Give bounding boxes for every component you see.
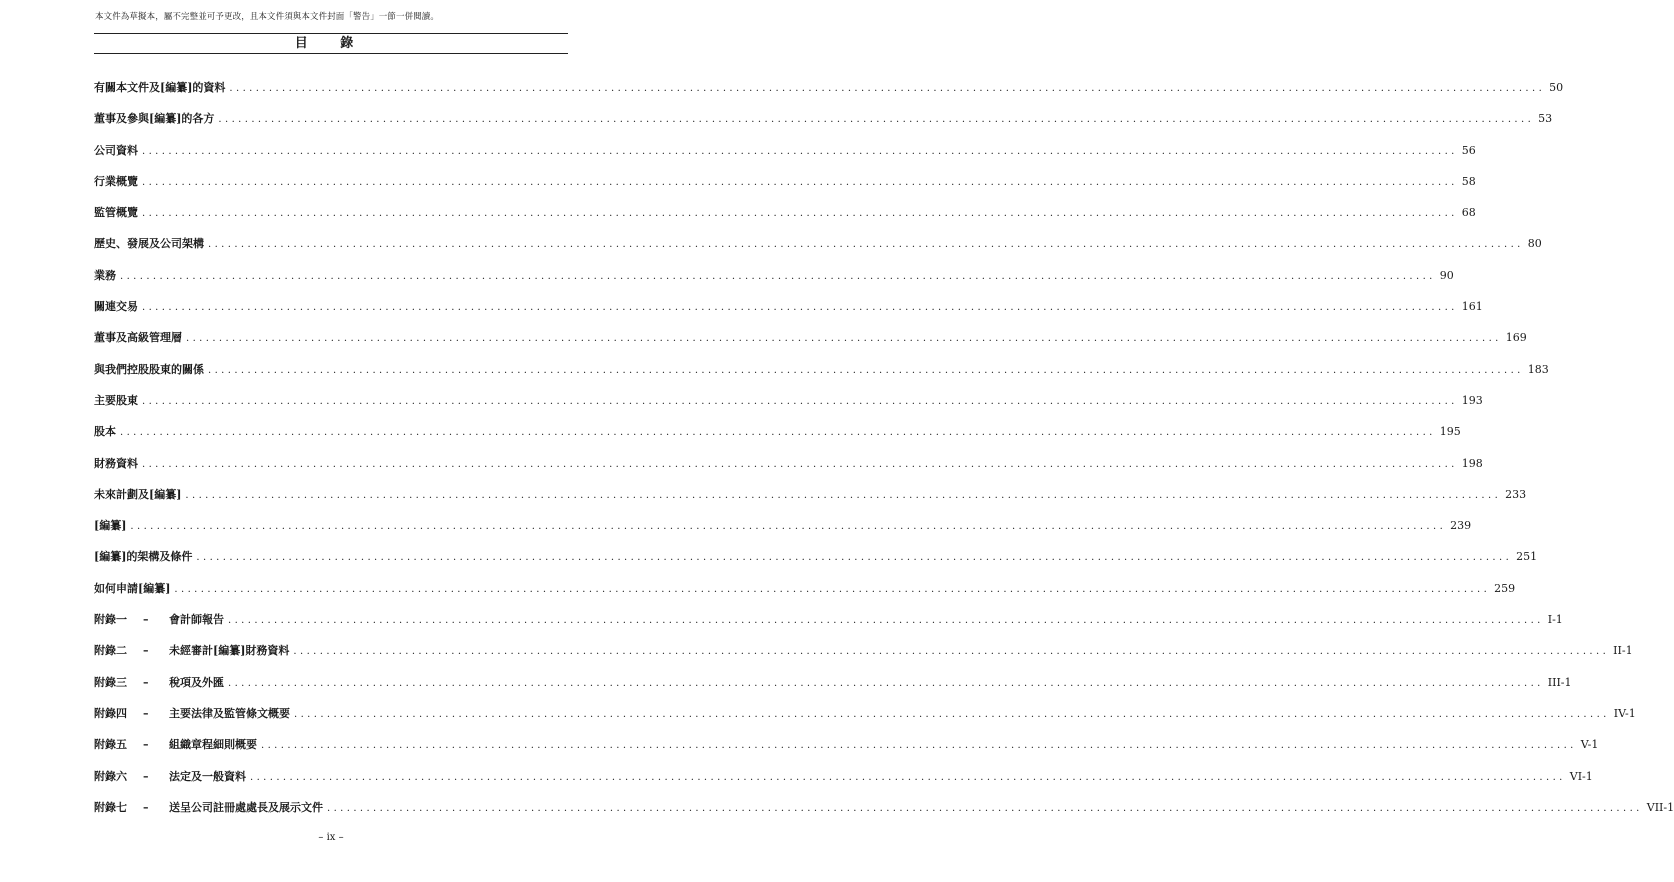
dot-leader: ........................................................................................................................................................................................................ bbox=[261, 740, 1577, 752]
appendix-dash: – bbox=[143, 675, 149, 689]
appendix-dash: – bbox=[143, 769, 149, 783]
dot-leader: ........................................................................................................................................................................................................ bbox=[185, 489, 1502, 501]
toc-entry[interactable] bbox=[94, 267, 1454, 298]
toc-entry-title: 與我們控股股東的關係 bbox=[94, 362, 204, 376]
toc-entry-page: 169 bbox=[1505, 331, 1527, 345]
dot-leader: ........................................................................................................................................................................................................ bbox=[250, 771, 1566, 783]
appendix-title: 未經審計[編纂]財務資料 bbox=[169, 644, 290, 658]
toc-entry-title: [編纂] bbox=[94, 519, 127, 533]
toc-entry-title: 行業概覽 bbox=[94, 174, 138, 188]
dot-leader: ........................................................................................................................................................................................................ bbox=[208, 364, 1524, 376]
toc-entry-title: 有關本文件及[編纂]的資料 bbox=[94, 81, 226, 94]
toc-entry[interactable] bbox=[94, 173, 1476, 204]
appendix-entry[interactable] bbox=[94, 799, 1674, 830]
table-of-contents bbox=[94, 79, 1674, 830]
dot-leader: ........................................................................................................................................................................................................ bbox=[218, 114, 1535, 126]
toc-entry[interactable] bbox=[94, 204, 1476, 235]
toc-entry-title: 關連交易 bbox=[94, 300, 138, 314]
toc-entry[interactable] bbox=[94, 392, 1483, 423]
toc-entry[interactable] bbox=[94, 361, 1549, 392]
appendix-label: 附錄六 bbox=[94, 769, 127, 783]
appendix-page: I-1 bbox=[1547, 613, 1563, 627]
appendix-entry[interactable] bbox=[94, 642, 1633, 673]
dot-leader: ........................................................................................................................................................................................................ bbox=[174, 583, 1491, 595]
appendix-page: VI-1 bbox=[1569, 769, 1593, 783]
appendix-entry-title bbox=[94, 705, 290, 721]
appendix-dash: – bbox=[143, 613, 149, 627]
dot-leader: ........................................................................................................................................................................................................ bbox=[142, 208, 1458, 220]
dot-leader: ........................................................................................................................................................................................................ bbox=[294, 708, 1610, 720]
toc-entry-title: 董事及高級管理層 bbox=[94, 331, 182, 345]
dot-leader: ........................................................................................................................................................................................................ bbox=[293, 646, 1610, 658]
appendix-entry[interactable] bbox=[94, 674, 1572, 705]
dot-leader: ........................................................................................................................................................................................................ bbox=[327, 802, 1643, 814]
appendix-entry-title bbox=[94, 674, 224, 690]
appendix-title: 送呈公司註冊處處長及展示文件 bbox=[169, 800, 323, 814]
appendix-entry-title bbox=[94, 736, 257, 752]
toc-entry-title: 主要股東 bbox=[94, 393, 138, 407]
appendix-entry[interactable] bbox=[94, 705, 1636, 736]
appendix-entry[interactable] bbox=[94, 611, 1563, 642]
toc-entry-title: 財務資料 bbox=[94, 456, 138, 470]
page-number: – ix – bbox=[318, 832, 344, 843]
appendix-label: 附錄三 bbox=[94, 675, 127, 689]
appendix-entry[interactable] bbox=[94, 736, 1599, 767]
toc-entry-page: 233 bbox=[1505, 487, 1527, 501]
toc-entry-page: 80 bbox=[1527, 237, 1542, 251]
toc-entry[interactable] bbox=[94, 517, 1472, 548]
appendix-dash: – bbox=[143, 738, 149, 752]
toc-entry-page: 161 bbox=[1461, 300, 1483, 314]
toc-entry-page: 251 bbox=[1516, 550, 1538, 564]
appendix-dash: – bbox=[143, 800, 149, 814]
appendix-entry-title bbox=[94, 799, 323, 815]
appendix-entry-title bbox=[94, 642, 289, 658]
toc-entry[interactable] bbox=[94, 486, 1527, 517]
toc-entry-page: 56 bbox=[1461, 143, 1476, 157]
toc-entry-page: 183 bbox=[1527, 362, 1549, 376]
appendix-dash: – bbox=[143, 706, 149, 720]
dot-leader: ........................................................................................................................................................................................................ bbox=[142, 176, 1458, 188]
dot-leader: ........................................................................................................................................................................................................ bbox=[120, 427, 1436, 439]
toc-entry-page: 68 bbox=[1461, 206, 1476, 220]
toc-entry[interactable] bbox=[94, 298, 1483, 329]
appendix-label: 附錄二 bbox=[94, 644, 127, 658]
appendix-page: IV-1 bbox=[1613, 706, 1636, 720]
toc-entry-page: 193 bbox=[1461, 393, 1483, 407]
dot-leader: ........................................................................................................................................................................................................ bbox=[229, 83, 1546, 94]
toc-entry-page: 195 bbox=[1439, 425, 1461, 439]
page-title: 目 錄 bbox=[294, 36, 368, 51]
toc-entry-title: 業務 bbox=[94, 268, 116, 282]
appendix-title: 主要法律及監管條文概要 bbox=[169, 706, 290, 720]
toc-entry[interactable] bbox=[94, 235, 1542, 266]
appendix-dash: – bbox=[143, 644, 149, 658]
dot-leader: ........................................................................................................................................................................................................ bbox=[208, 239, 1524, 251]
toc-entry[interactable] bbox=[94, 548, 1538, 579]
toc-entry-title: 公司資料 bbox=[94, 143, 138, 157]
toc-entry[interactable] bbox=[94, 142, 1476, 173]
toc-entry-title: 歷史、發展及公司架構 bbox=[94, 237, 204, 251]
toc-entry[interactable] bbox=[94, 580, 1516, 611]
toc-entry-page: 239 bbox=[1450, 519, 1472, 533]
toc-entry-title: 未來計劃及[編纂] bbox=[94, 487, 182, 501]
toc-entry-page: 50 bbox=[1549, 81, 1564, 94]
dot-leader: ........................................................................................................................................................................................................ bbox=[228, 677, 1544, 689]
toc-entry[interactable] bbox=[94, 79, 1564, 110]
toc-entry[interactable] bbox=[94, 329, 1527, 360]
appendix-page: II-1 bbox=[1613, 644, 1633, 658]
toc-entry[interactable] bbox=[94, 455, 1483, 486]
dot-leader: ........................................................................................................................................................................................................ bbox=[228, 615, 1544, 627]
toc-entry[interactable] bbox=[94, 110, 1553, 141]
dot-leader: ........................................................................................................................................................................................................ bbox=[120, 270, 1436, 282]
appendix-title: 稅項及外匯 bbox=[169, 675, 224, 689]
dot-leader: ........................................................................................................................................................................................................ bbox=[186, 333, 1502, 345]
appendix-page: V-1 bbox=[1580, 738, 1599, 752]
draft-disclaimer: 本文件為草擬本，屬不完整並可予更改，且本文件須與本文件封面「警告」一節一併閱讀。 bbox=[95, 12, 440, 22]
dot-leader: ........................................................................................................................................................................................................ bbox=[142, 302, 1458, 314]
toc-entry-title: [編纂]的架構及條件 bbox=[94, 550, 193, 564]
toc-entry-title: 股本 bbox=[94, 425, 116, 439]
appendix-entry-title bbox=[94, 768, 246, 784]
toc-entry-page: 198 bbox=[1461, 456, 1483, 470]
toc-entry-title: 董事及參與[編纂]的各方 bbox=[94, 112, 215, 126]
toc-entry-page: 58 bbox=[1461, 174, 1476, 188]
header-bottom-rule bbox=[94, 53, 568, 54]
dot-leader: ........................................................................................................................................................................................................ bbox=[142, 395, 1458, 407]
toc-entry-page: 53 bbox=[1538, 112, 1553, 126]
appendix-label: 附錄五 bbox=[94, 738, 127, 752]
toc-entry-title: 監管概覽 bbox=[94, 206, 138, 220]
toc-entry-page: 90 bbox=[1439, 268, 1454, 282]
toc-entry-title: 如何申請[編纂] bbox=[94, 581, 171, 595]
toc-entry-page: 259 bbox=[1494, 581, 1516, 595]
appendix-label: 附錄七 bbox=[94, 800, 127, 814]
appendix-entry-title bbox=[94, 611, 224, 627]
dot-leader: ........................................................................................................................................................................................................ bbox=[196, 552, 1513, 564]
appendix-label: 附錄一 bbox=[94, 613, 127, 627]
appendix-entry[interactable] bbox=[94, 768, 1593, 799]
appendix-title: 組織章程細則概要 bbox=[169, 738, 257, 752]
appendix-title: 法定及一般資料 bbox=[169, 769, 246, 783]
toc-entry[interactable] bbox=[94, 423, 1461, 454]
appendix-label: 附錄四 bbox=[94, 706, 127, 720]
dot-leader: ........................................................................................................................................................................................................ bbox=[130, 521, 1447, 533]
dot-leader: ........................................................................................................................................................................................................ bbox=[142, 458, 1458, 470]
dot-leader: ........................................................................................................................................................................................................ bbox=[142, 145, 1458, 157]
appendix-page: III-1 bbox=[1547, 675, 1572, 689]
appendix-page: VII-1 bbox=[1646, 800, 1674, 814]
appendix-title: 會計師報告 bbox=[169, 613, 224, 627]
